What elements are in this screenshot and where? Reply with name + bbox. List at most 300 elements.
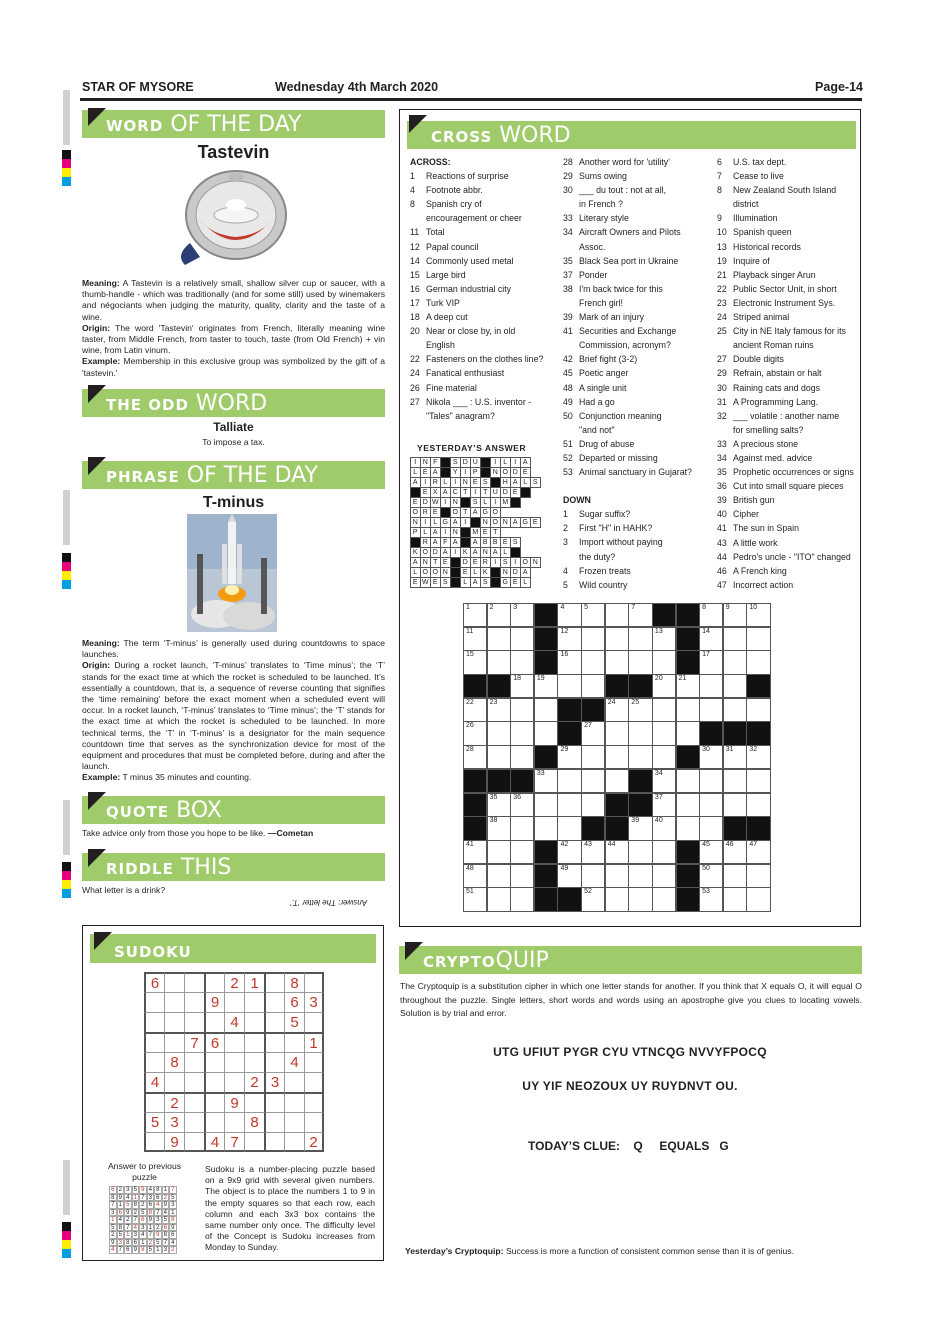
sudoku-cell[interactable]: 4	[284, 1052, 304, 1072]
crossword-cell[interactable]	[557, 603, 581, 627]
cell-number: 45	[702, 840, 710, 848]
sudoku-cell[interactable]: 8	[244, 1112, 264, 1132]
crossword-cell[interactable]	[699, 864, 723, 888]
sudoku-answer-grid	[109, 1186, 190, 1267]
crossword-cell[interactable]	[463, 650, 487, 674]
sudoku-cell[interactable]: 1	[244, 972, 264, 992]
crossword-cell[interactable]	[605, 887, 629, 911]
crossword-cell[interactable]	[581, 793, 605, 817]
cell-number: 11	[466, 627, 474, 635]
answer-cell: I	[460, 467, 471, 478]
crossword-cell[interactable]	[652, 650, 676, 674]
sudoku-cell[interactable]	[304, 972, 324, 992]
crossword-cell[interactable]	[676, 674, 700, 698]
sudoku-cell[interactable]	[204, 1092, 224, 1112]
sudoku-answer-cell: 7	[132, 1216, 140, 1224]
sudoku-cell[interactable]	[184, 972, 204, 992]
crossword-cell[interactable]	[652, 698, 676, 722]
crossword-cell[interactable]	[510, 627, 534, 651]
sudoku-cell[interactable]	[284, 1112, 304, 1132]
crossword-cell[interactable]	[487, 793, 511, 817]
crossword-cell[interactable]	[652, 721, 676, 745]
sudoku-answer-cell: 3	[109, 1209, 117, 1217]
sudoku-cell[interactable]: 3	[264, 1072, 284, 1092]
answer-cell: U	[490, 487, 501, 498]
crossword-cell[interactable]	[652, 674, 676, 698]
sudoku-cell[interactable]	[144, 1032, 164, 1052]
cell-number: 7	[631, 604, 636, 611]
crossword-cell[interactable]	[557, 793, 581, 817]
crossword-cell[interactable]	[510, 840, 534, 864]
sudoku-cell[interactable]: 9	[224, 1092, 244, 1112]
clue-text: Near or close by, in old	[426, 326, 516, 337]
clue-row	[717, 225, 862, 239]
crossword-cell[interactable]	[510, 603, 534, 627]
sudoku-cell[interactable]	[204, 1052, 224, 1072]
cell-number: 23	[489, 698, 498, 706]
sudoku-cell[interactable]: 9	[164, 1132, 184, 1152]
answer-cell: D	[510, 467, 521, 478]
sudoku-cell[interactable]	[144, 1052, 164, 1072]
sudoku-cell[interactable]	[164, 1012, 184, 1032]
sudoku-cell[interactable]: 2	[164, 1092, 184, 1112]
crossword-cell[interactable]	[581, 603, 605, 627]
crossword-cell[interactable]	[628, 887, 652, 911]
crossword-block	[487, 769, 511, 793]
sudoku-cell[interactable]: 9	[204, 992, 224, 1012]
sudoku-cell[interactable]: 6	[144, 972, 164, 992]
sudoku-cell[interactable]	[244, 992, 264, 1012]
crossword-cell[interactable]	[605, 840, 629, 864]
sudoku-cell[interactable]	[304, 1052, 324, 1072]
crossword-cell[interactable]	[557, 627, 581, 651]
crossword-cell[interactable]	[676, 769, 700, 793]
crossword-cell[interactable]	[746, 769, 770, 793]
answer-cell: I	[450, 547, 461, 558]
clue-row	[717, 296, 862, 310]
crossword-cell[interactable]	[746, 627, 770, 651]
crossword-cell[interactable]	[628, 864, 652, 888]
crossword-cell[interactable]	[699, 674, 723, 698]
clue-number: 50	[563, 410, 573, 421]
answer-cell: F	[430, 457, 441, 468]
crossword-block	[676, 650, 700, 674]
cell-number: 26	[466, 722, 474, 730]
crossword-cell[interactable]	[676, 721, 700, 745]
crossword-cell[interactable]	[510, 674, 534, 698]
sudoku-cell[interactable]: 7	[224, 1132, 244, 1152]
sudoku-cell[interactable]	[244, 1132, 264, 1152]
cell-number: 21	[678, 675, 687, 683]
crossword-cell[interactable]	[723, 887, 747, 911]
sudoku-cell[interactable]	[224, 1032, 244, 1052]
crossword-cell[interactable]	[699, 627, 723, 651]
crossword-cell[interactable]	[699, 650, 723, 674]
sudoku-cell[interactable]	[244, 1052, 264, 1072]
crossword-cell[interactable]	[699, 887, 723, 911]
crossword-cell[interactable]	[652, 816, 676, 840]
crossword-cell[interactable]	[605, 603, 629, 627]
crossword-cell[interactable]	[581, 650, 605, 674]
clue-text: Cut into small square pieces	[733, 481, 844, 492]
crossword-cell[interactable]	[652, 745, 676, 769]
crossword-cell[interactable]	[628, 745, 652, 769]
sudoku-grid[interactable]	[144, 972, 325, 1153]
crossword-cell[interactable]	[605, 864, 629, 888]
crossword-cell[interactable]	[746, 864, 770, 888]
crossword-cell[interactable]	[581, 745, 605, 769]
sudoku-cell[interactable]: 6	[284, 992, 304, 1012]
sudoku-cell[interactable]	[284, 1032, 304, 1052]
crossword-cell[interactable]	[676, 816, 700, 840]
crossword-cell[interactable]	[510, 887, 534, 911]
sudoku-answer-cell: 3	[169, 1201, 177, 1209]
crossword-cell[interactable]	[605, 650, 629, 674]
sudoku-answer-cell: 7	[117, 1246, 125, 1254]
answer-cell: L	[470, 567, 481, 578]
sudoku-cell[interactable]	[224, 992, 244, 1012]
clue-text: the duty?	[579, 551, 616, 562]
crossword-cell[interactable]	[463, 864, 487, 888]
sudoku-cell[interactable]	[284, 1092, 304, 1112]
crossword-cell[interactable]	[487, 603, 511, 627]
crossword-cell[interactable]	[628, 603, 652, 627]
crossword-cell[interactable]	[510, 816, 534, 840]
crossword-cell[interactable]	[652, 840, 676, 864]
crossword-cell[interactable]	[652, 887, 676, 911]
crossword-cell[interactable]	[463, 721, 487, 745]
sudoku-cell[interactable]	[264, 1032, 284, 1052]
clue-row	[410, 310, 560, 324]
crossword-cell[interactable]	[557, 864, 581, 888]
crossword-cell[interactable]	[510, 793, 534, 817]
sudoku-cell[interactable]: 7	[184, 1032, 204, 1052]
sudoku-cell[interactable]	[204, 1112, 224, 1132]
answer-cell: S	[480, 577, 491, 588]
crossword-cell[interactable]	[534, 698, 558, 722]
sudoku-cell[interactable]	[204, 1012, 224, 1032]
crossword-cell[interactable]	[746, 745, 770, 769]
sudoku-cell[interactable]	[304, 1112, 324, 1132]
crossword-cell[interactable]	[699, 745, 723, 769]
clue-number: 38	[563, 283, 573, 294]
clue-row	[717, 254, 862, 268]
crossword-cell[interactable]	[557, 840, 581, 864]
crossword-cell[interactable]	[581, 674, 605, 698]
crossword-cell[interactable]	[510, 721, 534, 745]
answer-cell: X	[430, 487, 441, 498]
sudoku-cell[interactable]	[264, 1132, 284, 1152]
sudoku-cell[interactable]	[204, 972, 224, 992]
sudoku-cell[interactable]	[144, 1132, 164, 1152]
crossword-cell[interactable]	[487, 864, 511, 888]
crossword-cell[interactable]	[676, 793, 700, 817]
crossword-cell[interactable]	[628, 698, 652, 722]
sudoku-cell[interactable]	[184, 1072, 204, 1092]
clue-number: 40	[717, 509, 727, 520]
crossword-cell[interactable]	[652, 769, 676, 793]
crossword-cell[interactable]	[652, 627, 676, 651]
crossword-cell[interactable]	[723, 674, 747, 698]
sudoku-answer-cell: 4	[147, 1186, 155, 1194]
crossword-cell[interactable]	[699, 769, 723, 793]
answer-cell: E	[420, 487, 431, 498]
crossword-cell[interactable]	[510, 698, 534, 722]
sudoku-cell[interactable]: 8	[284, 972, 304, 992]
crossword-cell[interactable]	[487, 698, 511, 722]
crossword-cell[interactable]	[723, 650, 747, 674]
crossword-cell[interactable]	[581, 887, 605, 911]
crossword-cell[interactable]	[487, 887, 511, 911]
crossword-cell[interactable]	[676, 698, 700, 722]
sudoku-cell[interactable]	[164, 1032, 184, 1052]
sudoku-cell[interactable]	[184, 1052, 204, 1072]
crossword-band	[407, 121, 856, 149]
crossword-block	[581, 698, 605, 722]
cell-number: 39	[631, 817, 640, 825]
sudoku-cell[interactable]	[224, 1112, 244, 1132]
sudoku-cell[interactable]	[304, 1072, 324, 1092]
crossword-cell[interactable]	[652, 793, 676, 817]
crossword-cell[interactable]	[699, 603, 723, 627]
cell-number: 37	[654, 793, 663, 801]
date: Wednesday 4th March 2020	[275, 80, 439, 94]
clue-number: 41	[563, 326, 573, 337]
crossword-cell[interactable]	[463, 840, 487, 864]
clue-text: Incorrect action	[733, 579, 794, 590]
sudoku-cell[interactable]	[184, 1132, 204, 1152]
sudoku-cell[interactable]	[304, 1092, 324, 1112]
crossword-cell[interactable]	[723, 698, 747, 722]
crossword-cell[interactable]	[746, 887, 770, 911]
sudoku-answer-cell: 3	[124, 1186, 132, 1194]
crossword-cell[interactable]	[605, 627, 629, 651]
crossword-cell[interactable]	[723, 627, 747, 651]
sudoku-cell[interactable]: 5	[284, 1012, 304, 1032]
sudoku-cell[interactable]	[144, 1092, 164, 1112]
answer-block	[440, 507, 451, 518]
sudoku-cell[interactable]	[184, 1112, 204, 1132]
sudoku-cell[interactable]	[184, 1012, 204, 1032]
cell-number: 35	[489, 793, 498, 801]
answer-cell: E	[410, 497, 421, 508]
sudoku-cell[interactable]: 2	[244, 1072, 264, 1092]
sudoku-cell[interactable]	[184, 1092, 204, 1112]
crossword-cell[interactable]	[487, 627, 511, 651]
sudoku-cell[interactable]: 4	[224, 1012, 244, 1032]
sudoku-answer-cell: 5	[147, 1246, 155, 1254]
crossword-cell[interactable]	[487, 816, 511, 840]
crossword-cell[interactable]	[605, 769, 629, 793]
crossword-cell[interactable]	[510, 650, 534, 674]
clue-text: Mark of an injury	[579, 312, 645, 323]
clue-number: 30	[717, 382, 727, 393]
crossword-cell[interactable]	[699, 816, 723, 840]
sudoku-cell[interactable]: 2	[304, 1132, 324, 1152]
crossword-cell[interactable]	[510, 864, 534, 888]
sudoku-cell[interactable]	[164, 1072, 184, 1092]
sudoku-cell[interactable]	[204, 1072, 224, 1092]
crossword-cell[interactable]	[581, 769, 605, 793]
crossword-cell[interactable]	[628, 816, 652, 840]
crossword-cell[interactable]	[723, 603, 747, 627]
sudoku-cell[interactable]: 1	[304, 1032, 324, 1052]
answer-cell: L	[520, 477, 531, 488]
sudoku-cell[interactable]	[144, 992, 164, 1012]
crossword-cell[interactable]	[463, 627, 487, 651]
clue-text: for smelling salts?	[733, 424, 804, 435]
crossword-cell[interactable]	[463, 698, 487, 722]
crossword-cell[interactable]	[581, 864, 605, 888]
clue-text: Spanish cry of	[426, 199, 482, 210]
sudoku-cell[interactable]	[244, 1012, 264, 1032]
answer-cell: I	[440, 497, 451, 508]
phrase-of-day-text: Meaning: The term ‘T-minus’ is generally used during countdowns to space launches. Origin: During a rocket launch, ‘T-minus’ translates to ‘Time minus’; the ‘T’ stands for the exact time at which the rocket is scheduled to be launched. It’s essentially a countdown, that is, a sequence of reverse counting that signifies the ‘time remaining’ before the exact moment when a scheduled event will occur. In a rocket launch, ‘T-minus’ translates to ‘Time minus’; the ‘T’ stands for the exact time at which the rocket is scheduled to be launched. In more technical terms, the ‘T’ in ‘T-minus’ is a designator for the main sequence countdown time that serves as the synchronization device for most of the equipment and procedures that must be completed before, during and after the launch. Example: T minus 35 minutes and counting.	[82, 638, 385, 783]
paper-name: STAR OF MYSORE	[82, 80, 194, 94]
clue-row	[410, 338, 560, 352]
crossword-cell[interactable]	[699, 698, 723, 722]
crossword-cell[interactable]	[628, 840, 652, 864]
clue-row	[717, 324, 862, 338]
sudoku-cell[interactable]	[264, 972, 284, 992]
crossword-cell[interactable]	[487, 650, 511, 674]
crossword-cell[interactable]	[534, 674, 558, 698]
sudoku-cell[interactable]	[304, 1012, 324, 1032]
sudoku-cell[interactable]	[224, 1052, 244, 1072]
crossword-cell[interactable]	[557, 674, 581, 698]
answer-cell: T	[460, 487, 471, 498]
crossword-cell[interactable]	[746, 650, 770, 674]
clue-row	[563, 338, 713, 352]
sudoku-answer-cell: 8	[162, 1231, 170, 1239]
sudoku-cell[interactable]	[144, 1012, 164, 1032]
sudoku-cell[interactable]: 3	[164, 1112, 184, 1132]
sudoku-cell[interactable]: 3	[304, 992, 324, 1012]
crossword-cell[interactable]	[652, 864, 676, 888]
sudoku-cell[interactable]	[164, 972, 184, 992]
crossword-cell[interactable]	[487, 721, 511, 745]
clue-number	[563, 338, 579, 352]
answer-cell: B	[480, 537, 491, 548]
answer-cell: F	[440, 537, 451, 548]
cell-number: 42	[560, 840, 569, 848]
crossword-cell[interactable]	[557, 650, 581, 674]
crossword-cell[interactable]	[463, 745, 487, 769]
crossword-cell[interactable]	[510, 745, 534, 769]
crossword-cell[interactable]	[746, 603, 770, 627]
crossword-cell[interactable]	[628, 650, 652, 674]
crossword-cell[interactable]	[723, 864, 747, 888]
answer-cell: G	[520, 517, 531, 528]
clue-number: 1	[563, 509, 568, 520]
sudoku-answer-cell: 7	[109, 1201, 117, 1209]
crossword-cell[interactable]	[534, 721, 558, 745]
sudoku-cell[interactable]	[184, 992, 204, 1012]
crossword-cell[interactable]	[699, 840, 723, 864]
sudoku-cell[interactable]	[284, 1072, 304, 1092]
crossword-cell[interactable]	[605, 745, 629, 769]
sudoku-cell[interactable]: 6	[204, 1032, 224, 1052]
crossword-grid[interactable]	[463, 603, 770, 911]
crossword-block	[487, 674, 511, 698]
sudoku-answer-cell: 9	[109, 1239, 117, 1247]
answer-cell: N	[460, 477, 471, 488]
crossword-cell[interactable]	[746, 840, 770, 864]
crossword-cell[interactable]	[534, 793, 558, 817]
crossword-cell[interactable]	[605, 698, 629, 722]
clue-text: Electronic Instrument Sys.	[733, 297, 836, 308]
crossword-cell[interactable]	[487, 840, 511, 864]
sudoku-cell[interactable]	[224, 1072, 244, 1092]
sudoku-cell[interactable]	[264, 1052, 284, 1072]
clue-number: 13	[717, 241, 727, 252]
crossword-cell[interactable]	[487, 745, 511, 769]
crossword-cell[interactable]	[723, 840, 747, 864]
crossword-cell[interactable]	[463, 887, 487, 911]
crossword-cell[interactable]	[746, 698, 770, 722]
sudoku-cell[interactable]: 8	[164, 1052, 184, 1072]
answer-cell: O	[490, 517, 501, 528]
crossword-cell[interactable]	[699, 793, 723, 817]
crossword-cell[interactable]	[746, 793, 770, 817]
answer-cell: N	[500, 517, 511, 528]
crossword-cell[interactable]	[723, 793, 747, 817]
crossword-cell[interactable]	[557, 816, 581, 840]
clue-number: 43	[717, 537, 727, 548]
crossword-cell[interactable]	[534, 816, 558, 840]
sudoku-cell[interactable]	[264, 1092, 284, 1112]
crossword-cell[interactable]	[581, 721, 605, 745]
cryptoquip-clue: TODAY’S CLUE: Q EQUALS G	[528, 1139, 729, 1153]
crossword-cell[interactable]	[581, 840, 605, 864]
sudoku-cell[interactable]	[284, 1132, 304, 1152]
crossword-cell[interactable]	[605, 721, 629, 745]
sudoku-answer-cell: 8	[117, 1224, 125, 1232]
crossword-cell[interactable]	[463, 603, 487, 627]
sudoku-cell[interactable]	[264, 1012, 284, 1032]
sudoku-cell[interactable]	[244, 1032, 264, 1052]
sudoku-cell[interactable]: 4	[204, 1132, 224, 1152]
sudoku-cell[interactable]	[244, 1092, 264, 1112]
clue-number: 48	[563, 382, 573, 393]
sudoku-cell[interactable]: 2	[224, 972, 244, 992]
answer-cell: S	[500, 557, 511, 568]
crossword-cell[interactable]	[534, 769, 558, 793]
sudoku-cell[interactable]	[264, 1112, 284, 1132]
cell-number: 40	[654, 817, 663, 825]
crossword-cell[interactable]	[557, 745, 581, 769]
crossword-cell[interactable]	[723, 769, 747, 793]
clue-row	[410, 240, 560, 254]
crossword-cell[interactable]	[557, 769, 581, 793]
sudoku-answer-cell: 9	[132, 1246, 140, 1254]
answer-cell: O	[410, 507, 421, 518]
sudoku-cell[interactable]: 4	[144, 1072, 164, 1092]
answer-cell: R	[420, 507, 431, 518]
crossword-cell[interactable]	[581, 627, 605, 651]
clue-text: U.S. tax dept.	[733, 157, 787, 167]
sudoku-cell[interactable]	[164, 992, 184, 1012]
crossword-cell[interactable]	[628, 627, 652, 651]
clue-number: 32	[717, 410, 727, 421]
crossword-block	[557, 721, 581, 745]
sudoku-cell[interactable]: 5	[144, 1112, 164, 1132]
crossword-cell[interactable]	[723, 745, 747, 769]
clue-text: Commonly used metal	[426, 255, 514, 266]
clue-text: Another word for 'utility'	[579, 157, 670, 167]
sudoku-cell[interactable]	[264, 992, 284, 1012]
crossword-cell[interactable]	[628, 721, 652, 745]
